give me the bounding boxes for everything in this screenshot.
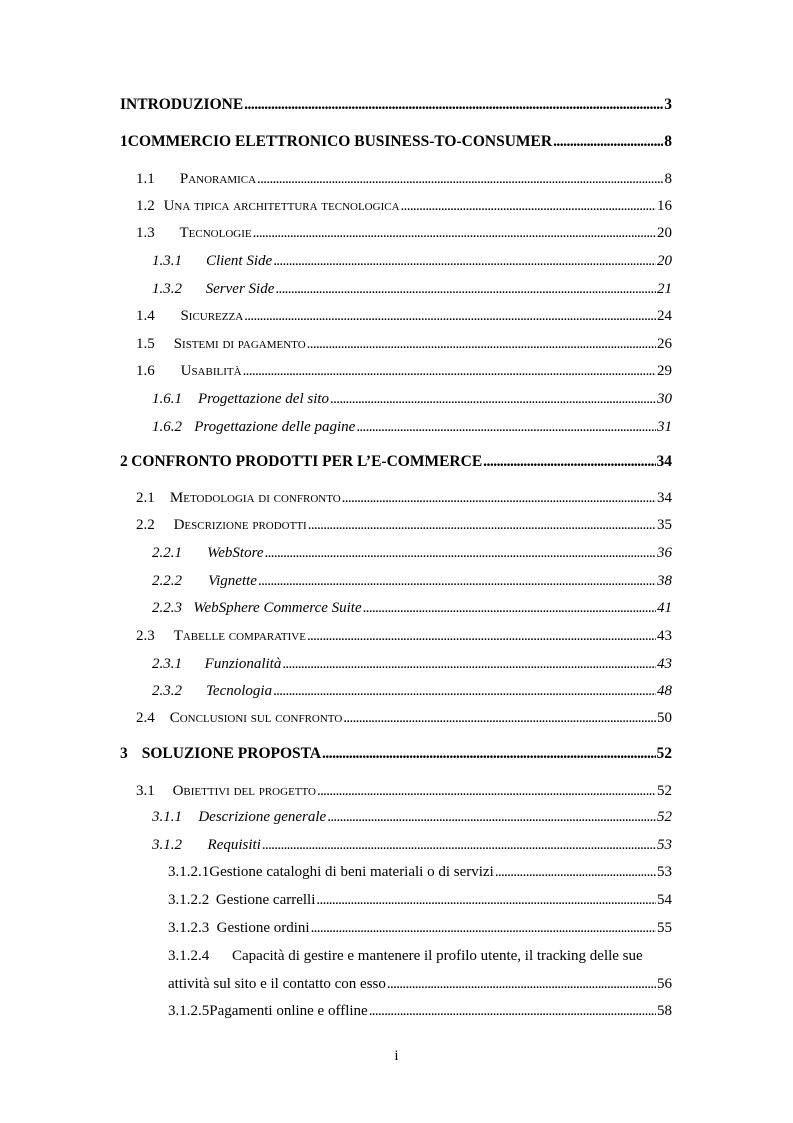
- toc-entry-subsection[interactable]: [152, 252, 672, 270]
- toc-entry-number: 1.3.1: [152, 253, 182, 269]
- toc-entry-number: 1.2: [136, 198, 155, 214]
- toc-entry-section[interactable]: [136, 170, 672, 188]
- dot-leader: [273, 252, 656, 270]
- dot-leader: [342, 489, 656, 507]
- toc-entry-number: 1.3: [136, 225, 155, 241]
- toc-entry-subsection[interactable]: [152, 572, 672, 590]
- toc-entry-title: Progettazione del sito: [197, 391, 330, 407]
- toc-entry-subsection[interactable]: [152, 280, 672, 298]
- page-number: i: [394, 1048, 399, 1064]
- toc-entry-page: 53: [657, 864, 672, 880]
- toc-entry-page: 53: [657, 837, 672, 853]
- toc-entry-page: 36: [657, 545, 672, 561]
- toc-entry-title: Obiettivi del progetto: [172, 783, 316, 799]
- toc-entry-title: Tabelle comparative: [173, 628, 306, 644]
- toc-entry-number: 1.3.2: [152, 281, 182, 297]
- toc-entry-page: 29: [657, 363, 672, 379]
- toc-entry-title: WebSphere Commerce Suite: [193, 600, 362, 616]
- toc-entry-item[interactable]: [168, 1002, 672, 1020]
- toc-entry-title: Requisiti: [207, 837, 261, 853]
- toc-entry-subsection[interactable]: [152, 544, 672, 562]
- toc-entry-title: Descrizione generale: [198, 809, 327, 825]
- toc-entry-page: 50: [657, 710, 672, 726]
- toc-entry-number: 3.1: [136, 783, 155, 799]
- toc-entry-title: Descrizione prodotti: [173, 517, 307, 533]
- dot-leader: [343, 709, 656, 727]
- dot-leader: [316, 891, 656, 909]
- toc-entry-number: 2.2.2: [152, 573, 182, 589]
- dot-leader: [311, 919, 656, 937]
- toc-entry-number: 2.3.1: [152, 656, 182, 672]
- toc-entry-page: 55: [657, 920, 672, 936]
- toc-entry-section[interactable]: [136, 516, 672, 534]
- toc-entry-page: 48: [657, 683, 672, 699]
- toc-entry-title: Sistemi di pagamento: [173, 336, 306, 352]
- toc-entry-number: 1.6: [136, 363, 155, 379]
- toc-entry-page: 43: [657, 628, 672, 644]
- toc-entry-number: 2.3: [136, 628, 155, 644]
- toc-entry-title: INTRODUZIONE: [120, 96, 244, 113]
- toc-entry-subsection[interactable]: [152, 599, 672, 617]
- toc-entry-title: Funzionalità: [204, 656, 282, 672]
- toc-entry-title: Vignette: [208, 573, 257, 589]
- toc-entry-page: 31: [657, 419, 672, 435]
- toc-entry-item[interactable]: [168, 919, 672, 937]
- toc-entry-page: 52: [656, 745, 672, 762]
- dot-leader: [401, 197, 656, 215]
- toc-entry-number: 3.1.1: [152, 809, 182, 825]
- toc-entry-title-continuation: attività sul sito e il contatto con esso: [168, 976, 386, 992]
- toc-entry-number: 3.1.2.5: [168, 1003, 210, 1019]
- toc-entry-number: 2.2: [136, 517, 155, 533]
- dot-leader: [307, 335, 656, 353]
- toc-entry-title: Conclusioni sul confronto: [169, 710, 343, 726]
- toc-entry-number: 2: [120, 453, 128, 470]
- toc-entry-page: 43: [657, 656, 672, 672]
- toc-entry-title: Usabilità: [180, 363, 242, 379]
- toc-entry-number: 3: [120, 745, 128, 762]
- toc-entry-title: Gestione carrelli: [215, 892, 316, 908]
- toc-entry-title: Gestione cataloghi di beni materiali o di servizi: [209, 864, 494, 880]
- toc-entry-section[interactable]: [136, 224, 672, 242]
- toc-entry-number: 1.1: [136, 171, 155, 187]
- dot-leader: [243, 362, 656, 380]
- toc-entry-number: 1.4: [136, 308, 155, 324]
- toc-entry-number: 2.4: [136, 710, 155, 726]
- toc-entry-page: 34: [657, 490, 672, 506]
- toc-entry-title: WebStore: [207, 545, 264, 561]
- dot-leader: [253, 224, 656, 242]
- toc-entry-number: 3.1.2.4: [168, 948, 210, 964]
- dot-leader: [258, 572, 656, 590]
- toc-entry-number: 1.6.2: [152, 419, 182, 435]
- toc-entry-section[interactable]: [136, 782, 672, 800]
- toc-entry-page: 58: [657, 1003, 672, 1019]
- toc-entry-title: Client Side: [205, 253, 273, 269]
- toc-entry-title: Tecnologie: [179, 225, 252, 241]
- toc-entry-item[interactable]: [168, 863, 672, 881]
- toc-entry-page: 8: [664, 133, 672, 150]
- toc-entry-title: CONFRONTO PRODOTTI PER L’E-COMMERCE: [131, 453, 483, 470]
- toc-entry-title: Progettazione delle pagine: [194, 419, 356, 435]
- dot-leader: [307, 627, 656, 645]
- toc-entry-title: COMMERCIO ELETTRONICO BUSINESS-TO-CONSUMER: [127, 133, 553, 150]
- toc-entry-title: SOLUZIONE PROPOSTA: [141, 745, 322, 762]
- dot-leader: [322, 745, 655, 763]
- dot-leader: [327, 808, 656, 826]
- dot-leader: [273, 682, 656, 700]
- toc-entry-number: 3.1.2.3: [168, 920, 210, 936]
- toc-entry-page: 52: [657, 783, 672, 799]
- toc-entry-section[interactable]: [136, 489, 672, 507]
- toc-entry-title: Server Side: [205, 281, 275, 297]
- toc-entry-page: 20: [657, 225, 672, 241]
- toc-entry-item[interactable]: [168, 891, 672, 909]
- toc-entry-subsection[interactable]: [152, 390, 672, 408]
- toc-entry-page: 21: [657, 281, 672, 297]
- dot-leader: [317, 782, 656, 800]
- toc-entry-subsection[interactable]: [152, 682, 672, 700]
- dot-leader: [282, 655, 656, 673]
- toc-entry-section[interactable]: [136, 627, 672, 645]
- toc-entry-page: 41: [657, 600, 672, 616]
- toc-entry-chapter[interactable]: [120, 745, 672, 763]
- toc-entry-chapter[interactable]: [120, 453, 672, 471]
- dot-leader: [363, 599, 656, 617]
- toc-entry-title: Gestione ordini: [216, 920, 310, 936]
- dot-leader: [244, 96, 663, 114]
- dot-leader: [330, 390, 656, 408]
- toc-entry-section[interactable]: [136, 197, 672, 215]
- dot-leader: [265, 544, 656, 562]
- toc-entry-continuation[interactable]: [168, 975, 672, 993]
- toc-entry-page: 34: [656, 453, 672, 470]
- dot-leader: [275, 280, 656, 298]
- toc-entry-page: 54: [657, 892, 672, 908]
- toc-entry-number: 1: [120, 133, 128, 150]
- dot-leader: [262, 836, 656, 854]
- toc-entry-title: Tecnologia: [205, 683, 273, 699]
- toc-entry-title: Metodologia di confronto: [169, 490, 341, 506]
- toc-entry-title: Sicurezza: [180, 308, 244, 324]
- toc-entry-multiline[interactable]: [168, 947, 672, 965]
- toc-entry-number: 3.1.2.1: [168, 864, 210, 880]
- toc-entry-number: 2.3.2: [152, 683, 182, 699]
- toc-entry-section[interactable]: [136, 709, 672, 727]
- toc-entry-chapter[interactable]: [120, 96, 672, 114]
- toc-entry-page: 26: [657, 336, 672, 352]
- dot-leader: [356, 418, 656, 436]
- toc-entry-page: 35: [657, 517, 672, 533]
- toc-entry-page: 38: [657, 573, 672, 589]
- toc-entry-page: 3: [664, 96, 672, 113]
- dot-leader: [257, 170, 663, 188]
- toc-entry-page: 8: [664, 171, 672, 187]
- toc-entry-number: 1.5: [136, 336, 155, 352]
- dot-leader: [308, 516, 656, 534]
- toc-entry-subsection[interactable]: [152, 808, 672, 826]
- dot-leader: [495, 863, 656, 881]
- toc-entry-page: 24: [657, 308, 672, 324]
- toc-entry-subsection[interactable]: [152, 655, 672, 673]
- toc-entry-number: 3.1.2.2: [168, 892, 210, 908]
- dot-leader: [244, 307, 656, 325]
- toc-entry-page: 16: [657, 198, 672, 214]
- toc-entry-number: 1.6.1: [152, 391, 182, 407]
- toc-entry-number: 3.1.2: [152, 837, 182, 853]
- toc-entry-title: Panoramica: [179, 171, 257, 187]
- toc-entry-page: 52: [657, 809, 672, 825]
- toc-entry-number: 2.2.1: [152, 545, 182, 561]
- toc-entry-number: 2.2.3: [152, 600, 182, 616]
- toc-entry-title: Una tipica architettura tecnologica: [163, 198, 400, 214]
- toc-entry-title: Capacità di gestire e mantenere il profilo utente, il tracking delle sue: [232, 948, 643, 964]
- dot-leader: [369, 1002, 656, 1020]
- toc-entry-section[interactable]: [136, 335, 672, 353]
- toc-entry-page: 20: [657, 253, 672, 269]
- toc-entry-subsection[interactable]: [152, 418, 672, 436]
- toc-entry-section[interactable]: [136, 307, 672, 325]
- toc-entry-number: 2.1: [136, 490, 155, 506]
- toc-entry-section[interactable]: [136, 362, 672, 380]
- toc-entry-subsection[interactable]: [152, 836, 672, 854]
- dot-leader: [483, 453, 655, 471]
- toc-entry-chapter[interactable]: [120, 133, 672, 151]
- toc-entry-page: 30: [657, 391, 672, 407]
- dot-leader: [387, 975, 656, 993]
- dot-leader: [553, 133, 663, 151]
- toc-entry-page: 56: [657, 976, 672, 992]
- toc-entry-title: Pagamenti online e offline: [209, 1003, 368, 1019]
